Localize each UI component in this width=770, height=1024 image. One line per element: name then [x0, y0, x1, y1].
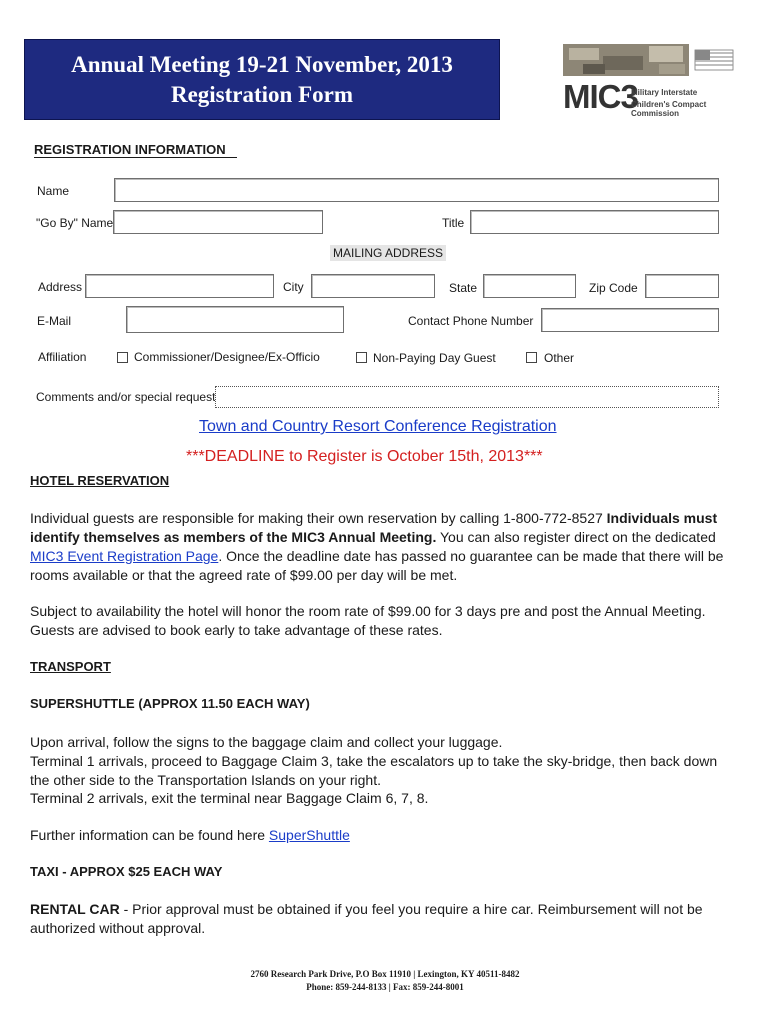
name-label: Name [37, 184, 70, 198]
shuttle-line-2: Terminal 1 arrivals, proceed to Baggage Claim 3, take the escalators up to take the sky-bridge, then back down the other side to the Transportation Islands on your right. [30, 753, 718, 788]
rental-car-text: - Prior approval must be obtained if you feel you require a hire car. Reimbursement will not be authorized without approval. [30, 901, 703, 936]
supershuttle-link[interactable]: SuperShuttle [268, 827, 350, 843]
rental-car-heading: RENTAL CAR [30, 901, 120, 917]
hotel-paragraph-1 [30, 509, 740, 585]
further-info-text: Further information can be found here [30, 827, 269, 843]
footer-phone: Phone: 859-244-8133 | Fax: 859-244-8001 [306, 982, 464, 992]
zip-label: Zip Code [589, 281, 638, 295]
day-guest-option-label: Non-Paying Day Guest [373, 351, 496, 365]
logo-text: MIC3 [563, 78, 638, 115]
name-field[interactable] [114, 178, 719, 202]
phone-field[interactable] [541, 308, 719, 332]
comments-field[interactable] [215, 386, 719, 408]
transport-heading: TRANSPORT [30, 659, 111, 674]
shuttle-line-1: Upon arrival, follow the signs to the baggage claim and collect your luggage. [30, 734, 503, 750]
mic3-logo [563, 44, 735, 116]
hotel-p1-bold: Individuals must identify themselves as members of the MIC3 Annual Meeting. [30, 510, 718, 545]
page-title: Annual Meeting 19-21 November, 2013 [71, 52, 453, 77]
rental-car-paragraph [30, 900, 740, 938]
taxi-heading: TAXI - APPROX $25 EACH WAY [30, 864, 223, 879]
state-label: State [449, 281, 478, 295]
commissioner-option-label: Commissioner/Designee/Ex-Officio [134, 350, 320, 364]
email-label: E-Mail [37, 314, 72, 328]
footer [0, 968, 770, 994]
other-option-label: Other [544, 351, 575, 365]
mailing-address-label: MAILING ADDRESS [330, 245, 446, 261]
goby-label: "Go By" Name [36, 216, 114, 230]
hotel-paragraph-2: Subject to availability the hotel will honor the room rate of $99.00 for 3 days pre and post the Annual Meeting. Guests are advised to book early to take advantage of these rates. [30, 603, 706, 638]
commissioner-checkbox[interactable] [117, 352, 128, 363]
title-label: Title [442, 216, 465, 230]
zip-field[interactable] [645, 274, 719, 298]
city-label: City [283, 280, 304, 294]
registration-heading: REGISTRATION INFORMATION [34, 142, 226, 157]
email-field[interactable] [126, 306, 344, 333]
other-checkbox[interactable] [526, 352, 537, 363]
shuttle-line-3: Terminal 2 arrivals, exit the terminal near Baggage Claim 6, 7, 8. [30, 790, 429, 806]
logo-sub2: Children's Compact Commission [631, 100, 707, 118]
event-registration-link[interactable]: MIC3 Event Registration Page [30, 548, 219, 564]
day-guest-checkbox[interactable] [356, 352, 367, 363]
phone-label: Contact Phone Number [408, 314, 534, 328]
conference-registration-link[interactable]: Town and Country Resort Conference Registration [199, 418, 557, 435]
state-field[interactable] [483, 274, 576, 298]
hotel-p1-text: Individual guests are responsible for making their own reservation by calling 1-800-772-8527 [30, 510, 607, 526]
comments-label: Comments and/or special request [36, 390, 216, 404]
city-field[interactable] [311, 274, 435, 298]
goby-field[interactable] [113, 210, 323, 234]
page-subtitle: Registration Form [170, 82, 354, 107]
affiliation-label: Affiliation [38, 350, 87, 364]
hotel-heading: HOTEL RESERVATION [30, 473, 170, 488]
title-field[interactable] [470, 210, 719, 234]
address-field[interactable] [85, 274, 274, 298]
footer-address: 2760 Research Park Drive, P.O Box 11910 | Lexington, KY 40511-8482 [250, 969, 520, 979]
heading-underline [34, 157, 237, 158]
title-banner [24, 39, 500, 120]
deadline-notice: ***DEADLINE to Register is October 15th, 2013*** [186, 448, 543, 465]
hotel-p1-text2: You can also register direct on the dedicated [436, 529, 716, 545]
supershuttle-heading: SUPERSHUTTLE (APPROX 11.50 EACH WAY) [30, 696, 310, 711]
hotel-p1-text3: . Once the deadline date has passed no guarantee can be made that there will be rooms available or that the agreed rate of $99.00 per day will be met. [30, 548, 724, 583]
further-info [30, 826, 740, 845]
logo-sub1: Military Interstate [631, 88, 698, 97]
address-label: Address [38, 280, 83, 294]
